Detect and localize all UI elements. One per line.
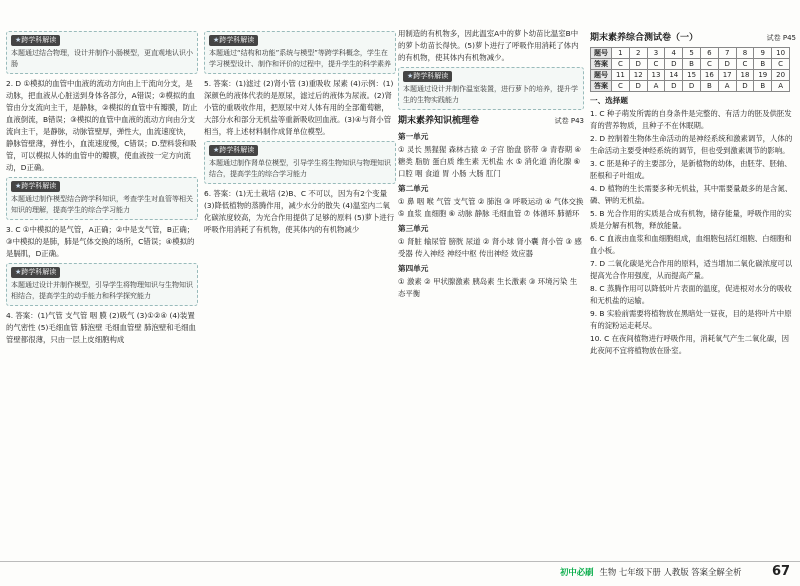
answer-table-row — [591, 81, 790, 92]
section-title: 期末素养知识梳理卷 — [398, 116, 480, 126]
interdisciplinary-tag: ★ 跨学科解读 — [11, 181, 60, 192]
answer-table-cell: C — [647, 59, 665, 70]
interdisciplinary-note-box — [6, 177, 198, 220]
answer-4: 4. 答案：(1)气管 支气管 咽 膜 (2)吸气 (3)①②④ (4)装置的气密性 (5)毛细血管 肺泡壁 毛细血管壁 肺泡壁和毛细血管壁都很薄，只由一层上皮细胞构成 — [6, 311, 196, 344]
answer-6: 6. C 血液由血浆和血细胞组成，血细胞包括红细胞、白细胞和血小板。 — [590, 234, 792, 255]
answer-table-cell: B — [683, 59, 701, 70]
answer-table-row — [591, 59, 790, 70]
answer-2: 2. D ①模拟的血管中血液的流动方向由上干流向分支，是动脉，把血液从心脏送到身体各部分，A错误；②模拟的血管由分支流向主干，是静脉，②模拟的血管中有瓣膜，防止血液倒流，B错误；③模拟的血管中血液的流动方向由分支流向主干，是静脉，动脉管壁厚，弹性大，血流速度快，静脉管壁薄，弹性小，血流速度慢，C错误；D.塑料袋和吸管，可以模拟人体的血管中的瓣膜，使血液按一定方向流动，D正确。 — [6, 79, 198, 172]
answer-table-cell: 1 — [612, 48, 630, 59]
unit-label: 第二单元 — [398, 184, 429, 193]
continued-text: 用制造的有机物多，因此温室A中的萝卜幼苗比温室B中的萝卜幼苗长得快。(5)萝卜进行了呼吸作用消耗了体内的有机物，使其体内有机物减少。 — [398, 29, 579, 62]
page-number: 67 — [772, 564, 791, 579]
answer-table-row — [591, 48, 790, 59]
answer-table-cell: 4 — [665, 48, 683, 59]
knowledge-list: ① 激素 ② 甲状腺激素 胰岛素 生长激素 ③ 环境污染 生态平衡 — [398, 277, 578, 298]
answer-table-row-label: 题号 — [591, 70, 612, 81]
note-text: 本题通过制作模型结合跨学科知识，考查学生对血管等相关知识的理解，提高学生的综合学习能力 — [11, 195, 193, 214]
answer-column-4 — [590, 28, 796, 558]
answer-table-cell: D — [665, 81, 683, 92]
answer-table-cell: 10 — [772, 48, 790, 59]
answer-7: 7. D 二氧化碳是光合作用的原料，适当增加二氧化碳浓度可以提高光合作用强度，从而提高产量。 — [590, 259, 793, 280]
paper-reference: 试卷 P45 — [766, 34, 796, 42]
answer-table-cell: 2 — [629, 48, 647, 59]
answer-table-row-label: 题号 — [591, 48, 612, 59]
answer-8: 8. C 蒸腾作用可以降低叶片表面的温度，促进根对水分的吸收和无机盐的运输。 — [590, 284, 792, 305]
answer-9: 9. B 实验前需要将植物放在黑暗处一昼夜，目的是将叶片中原有的淀粉运走耗尽。 — [590, 309, 792, 330]
knowledge-list: ① 鼻 咽 喉 气管 支气管 ② 肺泡 ③ 呼吸运动 ④ 气体交换 ⑤ 血浆 血细胞 ⑥ 动脉 静脉 毛细血管 ⑦ 体循环 肺循环 — [398, 197, 584, 218]
answer-table-cell: D — [665, 59, 683, 70]
top-margin — [0, 0, 800, 26]
answer-table-cell: A — [772, 81, 790, 92]
brand-label — [560, 566, 742, 578]
answer-5: 5. 答案：(1)滤过 (2)肾小管 (3)重吸收 尿素 (4)示例：(1)深颜色的液体代表的是原尿，滤过后的液体为尿液。(2)肾小管的重吸收作用，把原尿中对人体有用的全部葡萄糖，大部分水和部分无机盐等重新吸收回血液。(3)④与肾小管相当，将上述材料制作成肾单位模型。 — [204, 79, 394, 136]
answer-3: 3. C 胚是种子的主要部分，是新植物的幼体，由胚芽、胚轴、胚根和子叶组成。 — [590, 159, 792, 180]
answer-table-cell: 3 — [647, 48, 665, 59]
interdisciplinary-tag: ★ 跨学科解读 — [11, 267, 60, 278]
interdisciplinary-tag: ★ 跨学科解读 — [209, 145, 258, 156]
answer-column-2 — [204, 28, 396, 558]
unit-label: 第三单元 — [398, 224, 429, 233]
note-text: 本题通过制作肾单位模型，引导学生将生物知识与物理知识结合，提高学生的综合学习能力 — [209, 159, 391, 178]
interdisciplinary-note-box — [204, 31, 396, 74]
section-title: 期末素养综合测试卷（一） — [590, 33, 699, 43]
section-heading — [398, 114, 584, 128]
answer-table-cell: 13 — [647, 70, 665, 81]
answer-3: 3. C ①中模拟的是气管，A正确；②中是支气管，B正确；③中模拟的是肺，肺是气体交换的场所，C错误；④模拟的是膈肌，D正确。 — [6, 225, 195, 258]
answer-table-cell: 12 — [629, 70, 647, 81]
section-heading — [590, 31, 796, 45]
answer-table-cell: D — [683, 81, 701, 92]
answer-table-cell: 14 — [665, 70, 683, 81]
interdisciplinary-note-box — [398, 67, 584, 110]
answer-table-cell: A — [647, 81, 665, 92]
answer-table-cell: C — [736, 59, 754, 70]
interdisciplinary-note-box — [204, 141, 396, 184]
answer-column-3 — [398, 28, 584, 558]
answer-2: 2. D 控制着生物体生命活动的是神经系统和激素调节，人体的生命活动主要受神经系统的调节，但也受到激素调节的影响。 — [590, 134, 793, 155]
answer-table-cell: 9 — [754, 48, 772, 59]
answer-table-cell: B — [754, 81, 772, 92]
answer-table-cell: D — [736, 81, 754, 92]
answer-table-cell: B — [700, 81, 718, 92]
brand-name: 初中必刷 — [560, 567, 594, 577]
answer-table-cell: 15 — [683, 70, 701, 81]
note-text: 本题通过设计并制作温室装置，进行萝卜的培养，提升学生的生物实践能力 — [403, 85, 578, 104]
answer-table-cell: 5 — [683, 48, 701, 59]
answer-table-row-label: 答案 — [591, 59, 612, 70]
answer-table-cell: 18 — [736, 70, 754, 81]
answer-table-cell: D — [718, 59, 736, 70]
answer-table-cell: D — [629, 81, 647, 92]
answer-table-cell: 6 — [700, 48, 718, 59]
answer-table-cell: C — [700, 59, 718, 70]
answer-table-cell: 7 — [718, 48, 736, 59]
knowledge-list: ① 肾脏 输尿管 膀胱 尿道 ② 肾小球 肾小囊 肾小管 ③ 感受器 传入神经 神经中枢 传出神经 效应器 — [398, 237, 582, 258]
answer-table-cell: 8 — [736, 48, 754, 59]
answer-table-cell: D — [629, 59, 647, 70]
answer-table-cell: C — [612, 59, 630, 70]
knowledge-list: ① 灵长 黑猩猩 森林古猿 ② 子宫 胎盘 脐带 ③ 青春期 ④ 糖类 脂肪 蛋白质 维生素 无机盐 水 ⑤ 消化道 消化腺 ⑥ 口腔 咽 食道 胃 小肠 大肠 肛门 — [398, 145, 582, 178]
answer-column-1 — [6, 28, 198, 558]
unit-label: 第一单元 — [398, 132, 429, 141]
answer-table — [590, 47, 790, 92]
answer-5: 5. B 光合作用的实质是合成有机物，储存能量，呼吸作用的实质是分解有机物，释放能量。 — [590, 209, 792, 230]
paper-reference: 试卷 P43 — [554, 117, 584, 125]
interdisciplinary-tag: ★ 跨学科解读 — [11, 35, 60, 46]
answer-table-row — [591, 70, 790, 81]
interdisciplinary-note-box — [6, 263, 198, 306]
answer-table-cell: C — [772, 59, 790, 70]
answer-table-cell: B — [754, 59, 772, 70]
note-text: 本题通过“结构和功能”系统与模型”等跨学科概念，学生在学习模型设计、制作和评价的过程中，提升学生的科学素养 — [209, 49, 391, 68]
answer-6: 6. 答案：(1)无土栽培 (2)B、C 不可以，因为有2个变量 (3)降低植物的蒸腾作用，减少水分的散失 (4)温室内二氧化碳浓度较高，为光合作用提供了足够的原料 (5)萝卜进行呼吸作用消耗了有机物，使其体内的有机物减少 — [204, 189, 395, 234]
interdisciplinary-tag: ★ 跨学科解读 — [209, 35, 258, 46]
note-text: 本题通过设计并制作模型，引导学生将物理知识与生物知识相结合，提高学生的动手能力和科学探究能力 — [11, 281, 193, 300]
answer-table-cell: A — [718, 81, 736, 92]
book-info: 生物 七年级下册 人教版 答案全解全析 — [599, 567, 742, 577]
unit-label: 第四单元 — [398, 264, 429, 273]
answer-table-cell: 19 — [754, 70, 772, 81]
question-type-label: 一、选择题 — [590, 96, 628, 105]
interdisciplinary-note-box — [6, 31, 198, 74]
answer-table-cell: C — [612, 81, 630, 92]
answer-table-cell: 17 — [718, 70, 736, 81]
note-text: 本题通过结合物理，设计并制作小肠模型，更直观地认识小肠 — [11, 49, 193, 68]
answer-table-cell: 20 — [772, 70, 790, 81]
answer-10: 10. C 在夜间植物进行呼吸作用，消耗氧气产生二氧化碳，因此夜间不宜将植物放在卧室。 — [590, 334, 789, 355]
interdisciplinary-tag: ★ 跨学科解读 — [403, 71, 452, 82]
answer-table-cell: 11 — [612, 70, 630, 81]
page-footer — [0, 561, 800, 586]
answer-1: 1. C 种子萌发所需的自身条件是完整的、有活力的胚及供胚发育的营养物质，且种子不在休眠期。 — [590, 109, 792, 130]
answer-4: 4. D 植物的生长需要多种无机盐，其中需要量最多的是含氮、磷、钾的无机盐。 — [590, 184, 793, 205]
answer-table-cell: 16 — [700, 70, 718, 81]
answer-table-row-label: 答案 — [591, 81, 612, 92]
